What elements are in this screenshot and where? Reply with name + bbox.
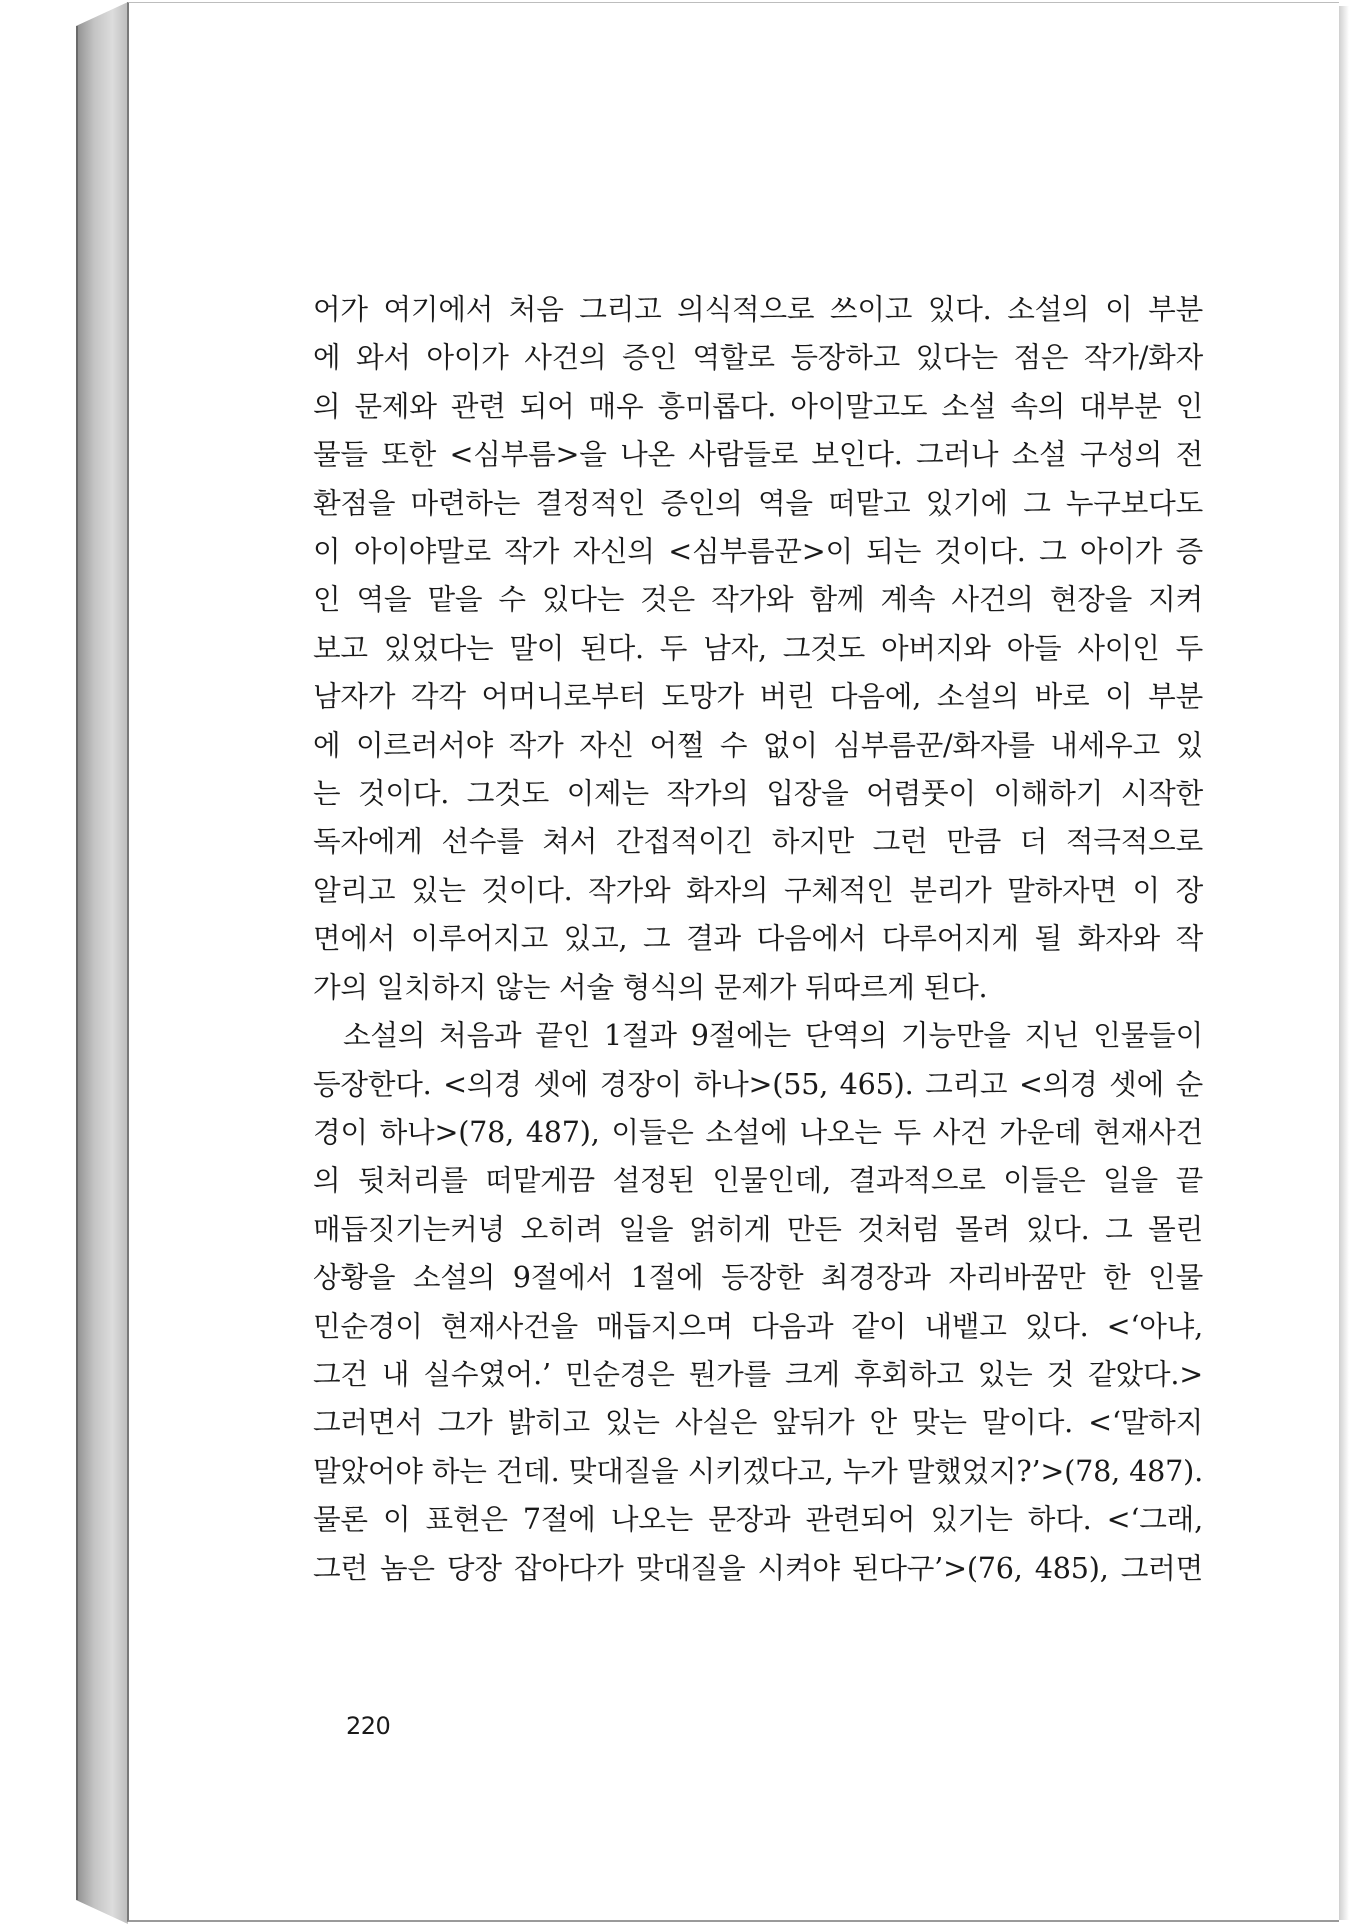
text-line: 경이 하나>(78, 487), 이들은 소설에 나오는 두 사건 가운데 현재사건 xyxy=(313,1114,1203,1149)
text-line: 에 이르러서야 작가 자신 어쩔 수 없이 심부름꾼/화자를 내세우고 있 xyxy=(313,727,1203,762)
text-line: 남자가 각각 어머니로부터 도망가 버린 다음에, 소설의 바로 이 부분 xyxy=(313,679,1203,714)
text-line: 소설의 처음과 끝인 1절과 9절에는 단역의 기능만을 지닌 인물들이 xyxy=(343,1018,1203,1053)
text-line: 의 뒷처리를 떠맡게끔 설정된 인물인데, 결과적으로 이들은 일을 끝 xyxy=(313,1163,1203,1198)
text-line: 상황을 소설의 9절에서 1절에 등장한 최경장과 자리바꿈만 한 인물 xyxy=(313,1260,1203,1295)
text-line: 민순경이 현재사건을 매듭지으며 다음과 같이 내뱉고 있다. <‘아냐, xyxy=(313,1308,1203,1343)
text-line: 그런 놈은 당장 잡아다가 맞대질을 시켜야 된다구’>(76, 485), 그러면 xyxy=(313,1550,1203,1585)
text-line: 말았어야 하는 건데. 맞대질을 시키겠다고, 누가 말했었지?’>(78, 487). xyxy=(313,1453,1203,1488)
text-line: 는 것이다. 그것도 이제는 작가의 입장을 어렴풋이 이해하기 시작한 xyxy=(313,776,1203,811)
text-line: 면에서 이루어지고 있고, 그 결과 다음에서 다루어지게 될 화자와 작 xyxy=(313,921,1203,956)
page-shadow xyxy=(1339,6,1349,1920)
text-line: 알리고 있는 것이다. 작가와 화자의 구체적인 분리가 말하자면 이 장 xyxy=(313,872,1203,907)
text-line: 가의 일치하지 않는 서술 형식의 문제가 뒤따르게 된다. xyxy=(313,969,988,1004)
page-number: 220 xyxy=(346,1712,391,1740)
text-line: 어가 여기에서 처음 그리고 의식적으로 쓰이고 있다. 소설의 이 부분 xyxy=(313,292,1203,326)
text-line: 그건 내 실수였어.’ 민순경은 뭔가를 크게 후회하고 있는 것 같았다.> xyxy=(313,1356,1203,1391)
text-line: 물론 이 표현은 7절에 나오는 문장과 관련되어 있기는 하다. <‘그래, xyxy=(313,1502,1203,1537)
text-line: 환점을 마련하는 결정적인 증인의 역을 떠맡고 있기에 그 누구보다도 xyxy=(313,485,1203,520)
text-line: 독자에게 선수를 쳐서 간접적이긴 하지만 그런 만큼 더 적극적으로 xyxy=(313,824,1203,859)
text-line: 등장한다. <의경 셋에 경장이 하나>(55, 465). 그리고 <의경 셋에 순 xyxy=(313,1066,1203,1101)
book-edge-line xyxy=(76,26,78,1900)
page-body-text xyxy=(313,285,1203,1592)
text-line: 매듭짓기는커녕 오히려 일을 얽히게 만든 것처럼 몰려 있다. 그 몰린 xyxy=(313,1211,1203,1246)
text-line: 그러면서 그가 밝히고 있는 사실은 앞뒤가 안 맞는 말이다. <‘말하지 xyxy=(313,1405,1203,1440)
text-line: 물들 또한 <심부름>을 나온 사람들로 보인다. 그러나 소설 구성의 전 xyxy=(313,437,1203,472)
text-line: 인 역을 맡을 수 있다는 것은 작가와 함께 계속 사건의 현장을 지켜 xyxy=(313,582,1203,617)
text-line: 의 문제와 관련 되어 매우 흥미롭다. 아이말고도 소설 속의 대부분 인 xyxy=(313,388,1203,423)
text-line: 이 아이야말로 작가 자신의 <심부름꾼>이 되는 것이다. 그 아이가 증 xyxy=(313,534,1203,569)
text-line: 보고 있었다는 말이 된다. 두 남자, 그것도 아버지와 아들 사이인 두 xyxy=(313,630,1203,665)
text-line: 에 와서 아이가 사건의 증인 역할로 등장하고 있다는 점은 작가/화자 xyxy=(313,340,1203,375)
book-page-stack-edge xyxy=(76,2,128,1924)
